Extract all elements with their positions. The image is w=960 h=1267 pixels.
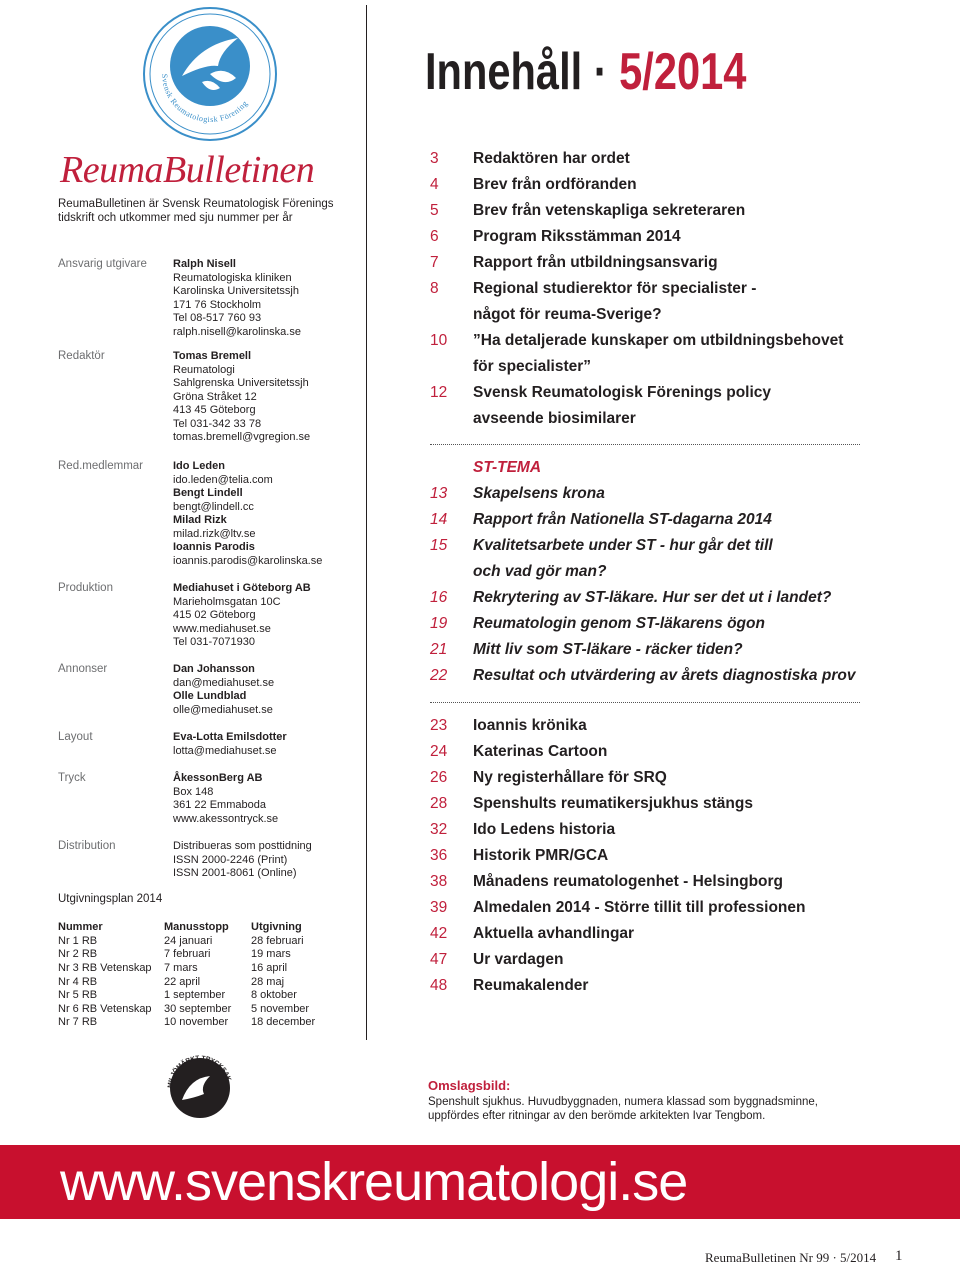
print-line: www.akessontryck.se	[173, 812, 279, 825]
column-divider	[366, 5, 367, 1040]
editor-line: Reumatologi	[173, 363, 235, 376]
cell: 28 februari	[251, 934, 304, 947]
toc-title: Reumakalender	[473, 977, 589, 994]
toc-page: 15	[430, 537, 448, 554]
label-layout: Layout	[58, 731, 93, 743]
cell: Nr 7 RB	[58, 1016, 98, 1029]
ecolabel	[160, 1048, 240, 1128]
member-email: bengt@lindell.cc	[173, 500, 254, 513]
toc-page: 4	[430, 176, 439, 193]
print-line: Box 148	[173, 785, 214, 798]
col-header: Manusstopp	[164, 921, 229, 933]
toc-page: 36	[430, 847, 448, 864]
ads-name: Dan Johansson	[173, 663, 255, 675]
cell: 28 maj	[251, 975, 285, 988]
toc-title: Rekrytering av ST-läkare. Hur ser det ut i landet?	[473, 589, 832, 606]
masthead-production	[173, 582, 373, 650]
issue-number: 5/2014	[619, 43, 747, 101]
toc-title: Brev från vetenskapliga sekreteraren	[473, 202, 746, 219]
section-divider	[430, 444, 860, 445]
toc-title: Ioannis krönika	[473, 717, 587, 734]
editor-line: Tel 031-342 33 78	[173, 417, 262, 430]
member-email: ioannis.parodis@karolinska.se	[173, 554, 323, 567]
editor-name: Tomas Bremell	[173, 350, 252, 362]
society-logo	[140, 4, 280, 144]
cell: 19 mars	[251, 948, 291, 961]
st-tema-heading: ST-TEMA	[473, 459, 542, 476]
print-line: 361 22 Emmaboda	[173, 799, 266, 811]
col-header: Nummer	[58, 921, 103, 933]
toc-title: Brev från ordföranden	[473, 176, 637, 193]
title-separator: ·	[593, 43, 608, 101]
editor-line: Sahlgrenska Universitetssjh	[173, 377, 309, 389]
masthead-editor	[173, 350, 373, 445]
table-row	[58, 948, 315, 962]
publication-plan-table	[58, 920, 315, 1029]
toc-title-line2: något för reuma-Sverige?	[473, 306, 662, 323]
toc-section-rest	[430, 717, 870, 1007]
toc-page: 5	[430, 202, 439, 219]
toc-title: Ido Ledens historia	[473, 821, 616, 838]
toc-title: Historik PMR/GCA	[473, 847, 609, 864]
print-name: ÅkessonBerg AB	[173, 772, 263, 784]
table-row	[58, 975, 315, 989]
editor-line: 413 45 Göteborg	[173, 404, 256, 416]
toc-page: 21	[430, 641, 448, 658]
page-number: 1	[895, 1248, 903, 1264]
toc-title: Regional studierektor för specialister -	[473, 280, 757, 297]
layout-name: Eva-Lotta Emilsdotter	[173, 731, 287, 743]
publisher-name: Ralph Nisell	[173, 258, 236, 270]
toc-title-line2: för specialister”	[473, 358, 592, 375]
production-line: Marieholmsgatan 10C	[173, 595, 281, 608]
toc-page: 16	[430, 589, 448, 606]
toc-title-line2: avseende biosimilarer	[473, 410, 636, 427]
table-row	[58, 934, 315, 948]
table-row	[58, 1016, 315, 1030]
publisher-email: ralph.nisell@karolinska.se	[173, 325, 301, 338]
toc-title: Aktuella avhandlingar	[473, 925, 635, 942]
cell: 16 april	[251, 961, 288, 974]
cell: 5 november	[251, 1002, 310, 1015]
logo-ring-text: Svensk Reumatologisk Förening	[159, 73, 250, 125]
cell: Nr 3 RB Vetenskap	[58, 961, 152, 974]
toc-page: 14	[430, 511, 448, 528]
cell: 30 september	[164, 1002, 232, 1015]
cell: 22 april	[164, 975, 201, 988]
toc-page: 47	[430, 951, 448, 968]
toc-title-line2: och vad gör man?	[473, 563, 607, 580]
section-divider	[430, 702, 860, 703]
footer-issue: ReumaBulletinen Nr 99 · 5/2014	[705, 1250, 877, 1265]
cell: Nr 5 RB	[58, 989, 98, 1002]
toc-title: Mitt liv som ST-läkare - räcker tiden?	[473, 641, 743, 658]
intro-text: ReumaBulletinen är Svensk Reumatologisk Förenings tidskrift och utkommer med sju nummer per år	[58, 198, 334, 224]
cell: 7 mars	[164, 961, 198, 974]
table-header-row	[58, 920, 315, 934]
table-row	[58, 1002, 315, 1016]
toc-page: 13	[430, 485, 448, 502]
ads-email: olle@mediahuset.se	[173, 703, 273, 716]
production-line: www.mediahuset.se	[173, 622, 271, 635]
label-ansvarig-utgivare: Ansvarig utgivare	[58, 258, 147, 270]
toc-title: Svensk Reumatologisk Förenings policy	[473, 384, 772, 401]
publisher-line: Karolinska Universitetssjh	[173, 285, 299, 297]
page-title	[425, 42, 746, 102]
toc-page: 24	[430, 743, 448, 760]
cell: Nr 4 RB	[58, 975, 98, 988]
toc-page: 19	[430, 615, 448, 632]
toc-page: 3	[430, 150, 439, 167]
layout-email: lotta@mediahuset.se	[173, 744, 277, 757]
cover-caption-text: Spenshult sjukhus. Huvudbyggnaden, numera klassad som byggnadsminne, uppfördes efter ritningar av den berömde arkitekten Ivar Tengbom.	[428, 1096, 818, 1122]
toc-page: 42	[430, 925, 448, 942]
website-link[interactable]: www.svenskreumatologi.se	[60, 1152, 688, 1212]
member-name: Bengt Lindell	[173, 487, 243, 499]
cover-caption-title: Omslagsbild:	[428, 1078, 511, 1093]
label-distribution: Distribution	[58, 840, 116, 852]
masthead-print	[173, 772, 373, 826]
masthead-members	[173, 460, 373, 568]
toc-title: Almedalen 2014 - Större tillit till professionen	[473, 899, 806, 916]
ads-name: Olle Lundblad	[173, 690, 247, 702]
ads-email: dan@mediahuset.se	[173, 676, 275, 689]
toc-title: Skapelsens krona	[473, 485, 605, 502]
toc-title: Katerinas Cartoon	[473, 743, 608, 760]
cell: Nr 1 RB	[58, 934, 98, 947]
toc-section-st	[430, 485, 870, 695]
toc-title: Kvalitetsarbete under ST - hur går det till	[473, 537, 773, 554]
cell: 18 december	[251, 1016, 316, 1029]
toc-section-main	[430, 150, 870, 440]
publisher-line: 171 76 Stockholm	[173, 298, 262, 311]
toc-page: 10	[430, 332, 448, 349]
issn-print: ISSN 2000-2246 (Print)	[173, 853, 288, 866]
toc-title: Månadens reumatologenhet - Helsingborg	[473, 873, 784, 890]
editor-email: tomas.bremell@vgregion.se	[173, 431, 311, 443]
toc-page: 39	[430, 899, 448, 916]
toc-title: ”Ha detaljerade kunskaper om utbildningsbehovet	[473, 332, 844, 349]
toc-page: 8	[430, 280, 439, 297]
hummingbird-icon	[140, 4, 280, 144]
cell: 7 februari	[164, 948, 211, 961]
toc-title: Ny registerhållare för SRQ	[473, 769, 667, 786]
distribution-line: Distribueras som posttidning	[173, 840, 312, 852]
label-redaktor: Redaktör	[58, 350, 105, 362]
production-line: 415 02 Göteborg	[173, 609, 256, 621]
masthead-publisher	[173, 258, 373, 339]
issn-online: ISSN 2001-8061 (Online)	[173, 867, 297, 879]
cell: 24 januari	[164, 934, 213, 947]
table-row	[58, 961, 315, 975]
brand-title: ReumaBulletinen	[60, 149, 315, 191]
masthead-distribution	[173, 840, 373, 881]
swan-ecolabel-icon	[160, 1048, 240, 1128]
col-header: Utgivning	[251, 921, 302, 933]
plan-title: Utgivningsplan 2014	[58, 893, 163, 905]
toc-title: Redaktören har ordet	[473, 150, 630, 167]
toc-title: Ur vardagen	[473, 951, 564, 968]
toc-page: 7	[430, 254, 439, 271]
publisher-line: Tel 08-517 760 93	[173, 312, 262, 324]
editor-line: Gröna Stråket 12	[173, 390, 257, 403]
toc-page: 23	[430, 717, 448, 734]
production-line: Tel 031-7071930	[173, 636, 255, 648]
label-red-medlemmar: Red.medlemmar	[58, 460, 143, 472]
toc-title: Spenshults reumatikersjukhus stängs	[473, 795, 753, 812]
member-name: Ido Leden	[173, 460, 225, 472]
table-row	[58, 988, 315, 1002]
member-email: ido.leden@telia.com	[173, 473, 273, 486]
toc-title: Rapport från Nationella ST-dagarna 2014	[473, 511, 772, 528]
cell: 8 oktober	[251, 989, 297, 1002]
toc-page: 38	[430, 873, 448, 890]
toc-title: Resultat och utvärdering av årets diagnostiska prov	[473, 667, 856, 684]
toc-page: 28	[430, 795, 448, 812]
cell: Nr 6 RB Vetenskap	[58, 1002, 152, 1015]
masthead-ads	[173, 663, 373, 717]
masthead-layout	[173, 731, 373, 758]
member-name: Ioannis Parodis	[173, 541, 255, 553]
label-annonser: Annonser	[58, 663, 108, 675]
publisher-line: Reumatologiska kliniken	[173, 271, 292, 284]
toc-page: 26	[430, 769, 448, 786]
toc-page: 22	[430, 667, 448, 684]
toc-page: 6	[430, 228, 439, 245]
toc-page: 32	[430, 821, 448, 838]
toc-page: 48	[430, 977, 448, 994]
member-name: Milad Rizk	[173, 514, 227, 526]
member-email: milad.rizk@ltv.se	[173, 527, 256, 540]
toc-page: 12	[430, 384, 448, 401]
toc-title: Reumatologin genom ST-läkarens ögon	[473, 615, 765, 632]
label-produktion: Produktion	[58, 582, 113, 594]
cell: 1 september	[164, 989, 226, 1002]
cell: 10 november	[164, 1016, 229, 1029]
label-tryck: Tryck	[58, 772, 86, 784]
title-text: Innehåll	[425, 43, 583, 101]
cell: Nr 2 RB	[58, 948, 98, 961]
toc-title: Rapport från utbildningsansvarig	[473, 254, 718, 271]
production-name: Mediahuset i Göteborg AB	[173, 582, 311, 594]
ecolabel-text: MILJÖMÄRKT TRYCKSAK	[166, 1054, 233, 1089]
toc-title: Program Riksstämman 2014	[473, 228, 681, 245]
